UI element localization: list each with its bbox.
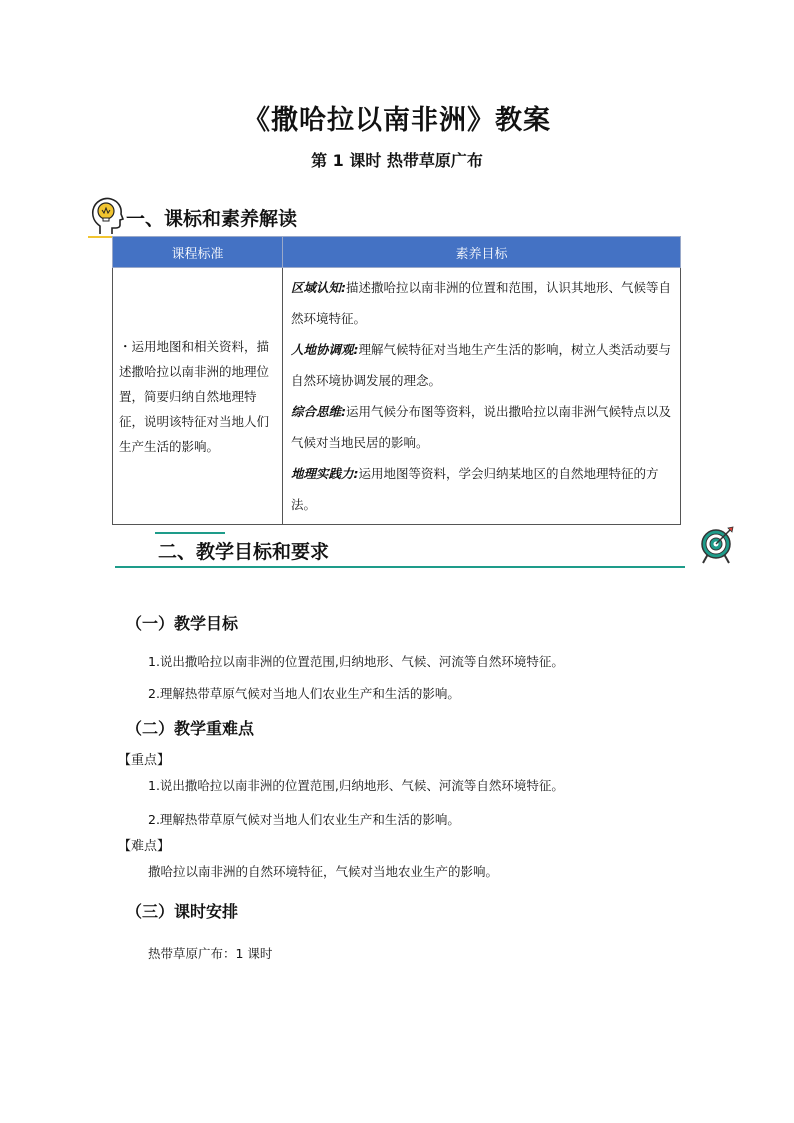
table-header-curriculum: 课程标准 [113,237,283,268]
difficult-text: 撒哈拉以南非洲的自然环境特征，气候对当地农业生产的影响。 [148,864,499,879]
document-title: 《撒哈拉以南非洲》教案 [243,105,551,136]
target-icon [699,526,735,564]
goal-tag: 人地协调观: [291,342,359,357]
section1-header [88,196,688,240]
goal-text: 运用地图等资料，学会归纳某地区的自然地理特征的方法。 [291,466,659,512]
table-header-goals: 素养目标 [283,237,681,268]
goal-item [291,458,672,520]
goal-item [291,272,672,334]
standards-table [112,236,681,525]
section2-title: 二、教学目标和要求 [158,541,330,563]
head-lightbulb-icon [90,196,124,236]
document-subtitle: 第 1 课时 热带草原广布 [311,151,483,170]
key-label: 【重点】 [118,753,171,768]
goal-item [291,334,672,396]
difficult-label: 【难点】 [118,839,171,854]
list-item: 2.理解热带草原气候对当地人们农业生产和生活的影响。 [148,812,460,827]
goal-text: 描述撒哈拉以南非洲的位置和范围，认识其地形、气候等自然环境特征。 [291,280,672,326]
goal-tag: 综合思维: [291,404,346,419]
list-item: 2.理解热带草原气候对当地人们农业生产和生活的影响。 [148,686,460,701]
goal-text: 运用气候分布图等资料，说出撒哈拉以南非洲气候特点以及气候对当地民居的影响。 [291,404,672,450]
curriculum-standard-text: ・运用地图和相关资料，描述撒哈拉以南非洲的地理位置，简要归纳自然地理特征，说明该特征对当地人们生产生活的影响。 [113,268,283,525]
goal-tag: 地理实践力: [291,466,359,481]
literacy-goals-cell [283,268,681,525]
section1-title: 一、课标和素养解读 [126,208,298,230]
goal-tag: 区域认知: [291,280,346,295]
schedule-text: 热带草原广布：1 课时 [148,946,273,961]
key-points-heading: （二）教学重难点 [126,719,255,738]
goal-item [291,396,672,458]
list-item: 1.说出撒哈拉以南非洲的位置范围,归纳地形、气候、河流等自然环境特征。 [148,778,564,793]
list-item: 1.说出撒哈拉以南非洲的位置范围,归纳地形、气候、河流等自然环境特征。 [148,654,564,669]
section2-underline [115,566,685,568]
section2-top-accent [155,532,225,534]
teaching-goals-heading: （一）教学目标 [126,614,239,633]
goal-text: 理解气候特征对当地生产生活的影响，树立人类活动要与自然环境协调发展的理念。 [291,342,672,388]
schedule-heading: （三）课时安排 [126,902,239,921]
